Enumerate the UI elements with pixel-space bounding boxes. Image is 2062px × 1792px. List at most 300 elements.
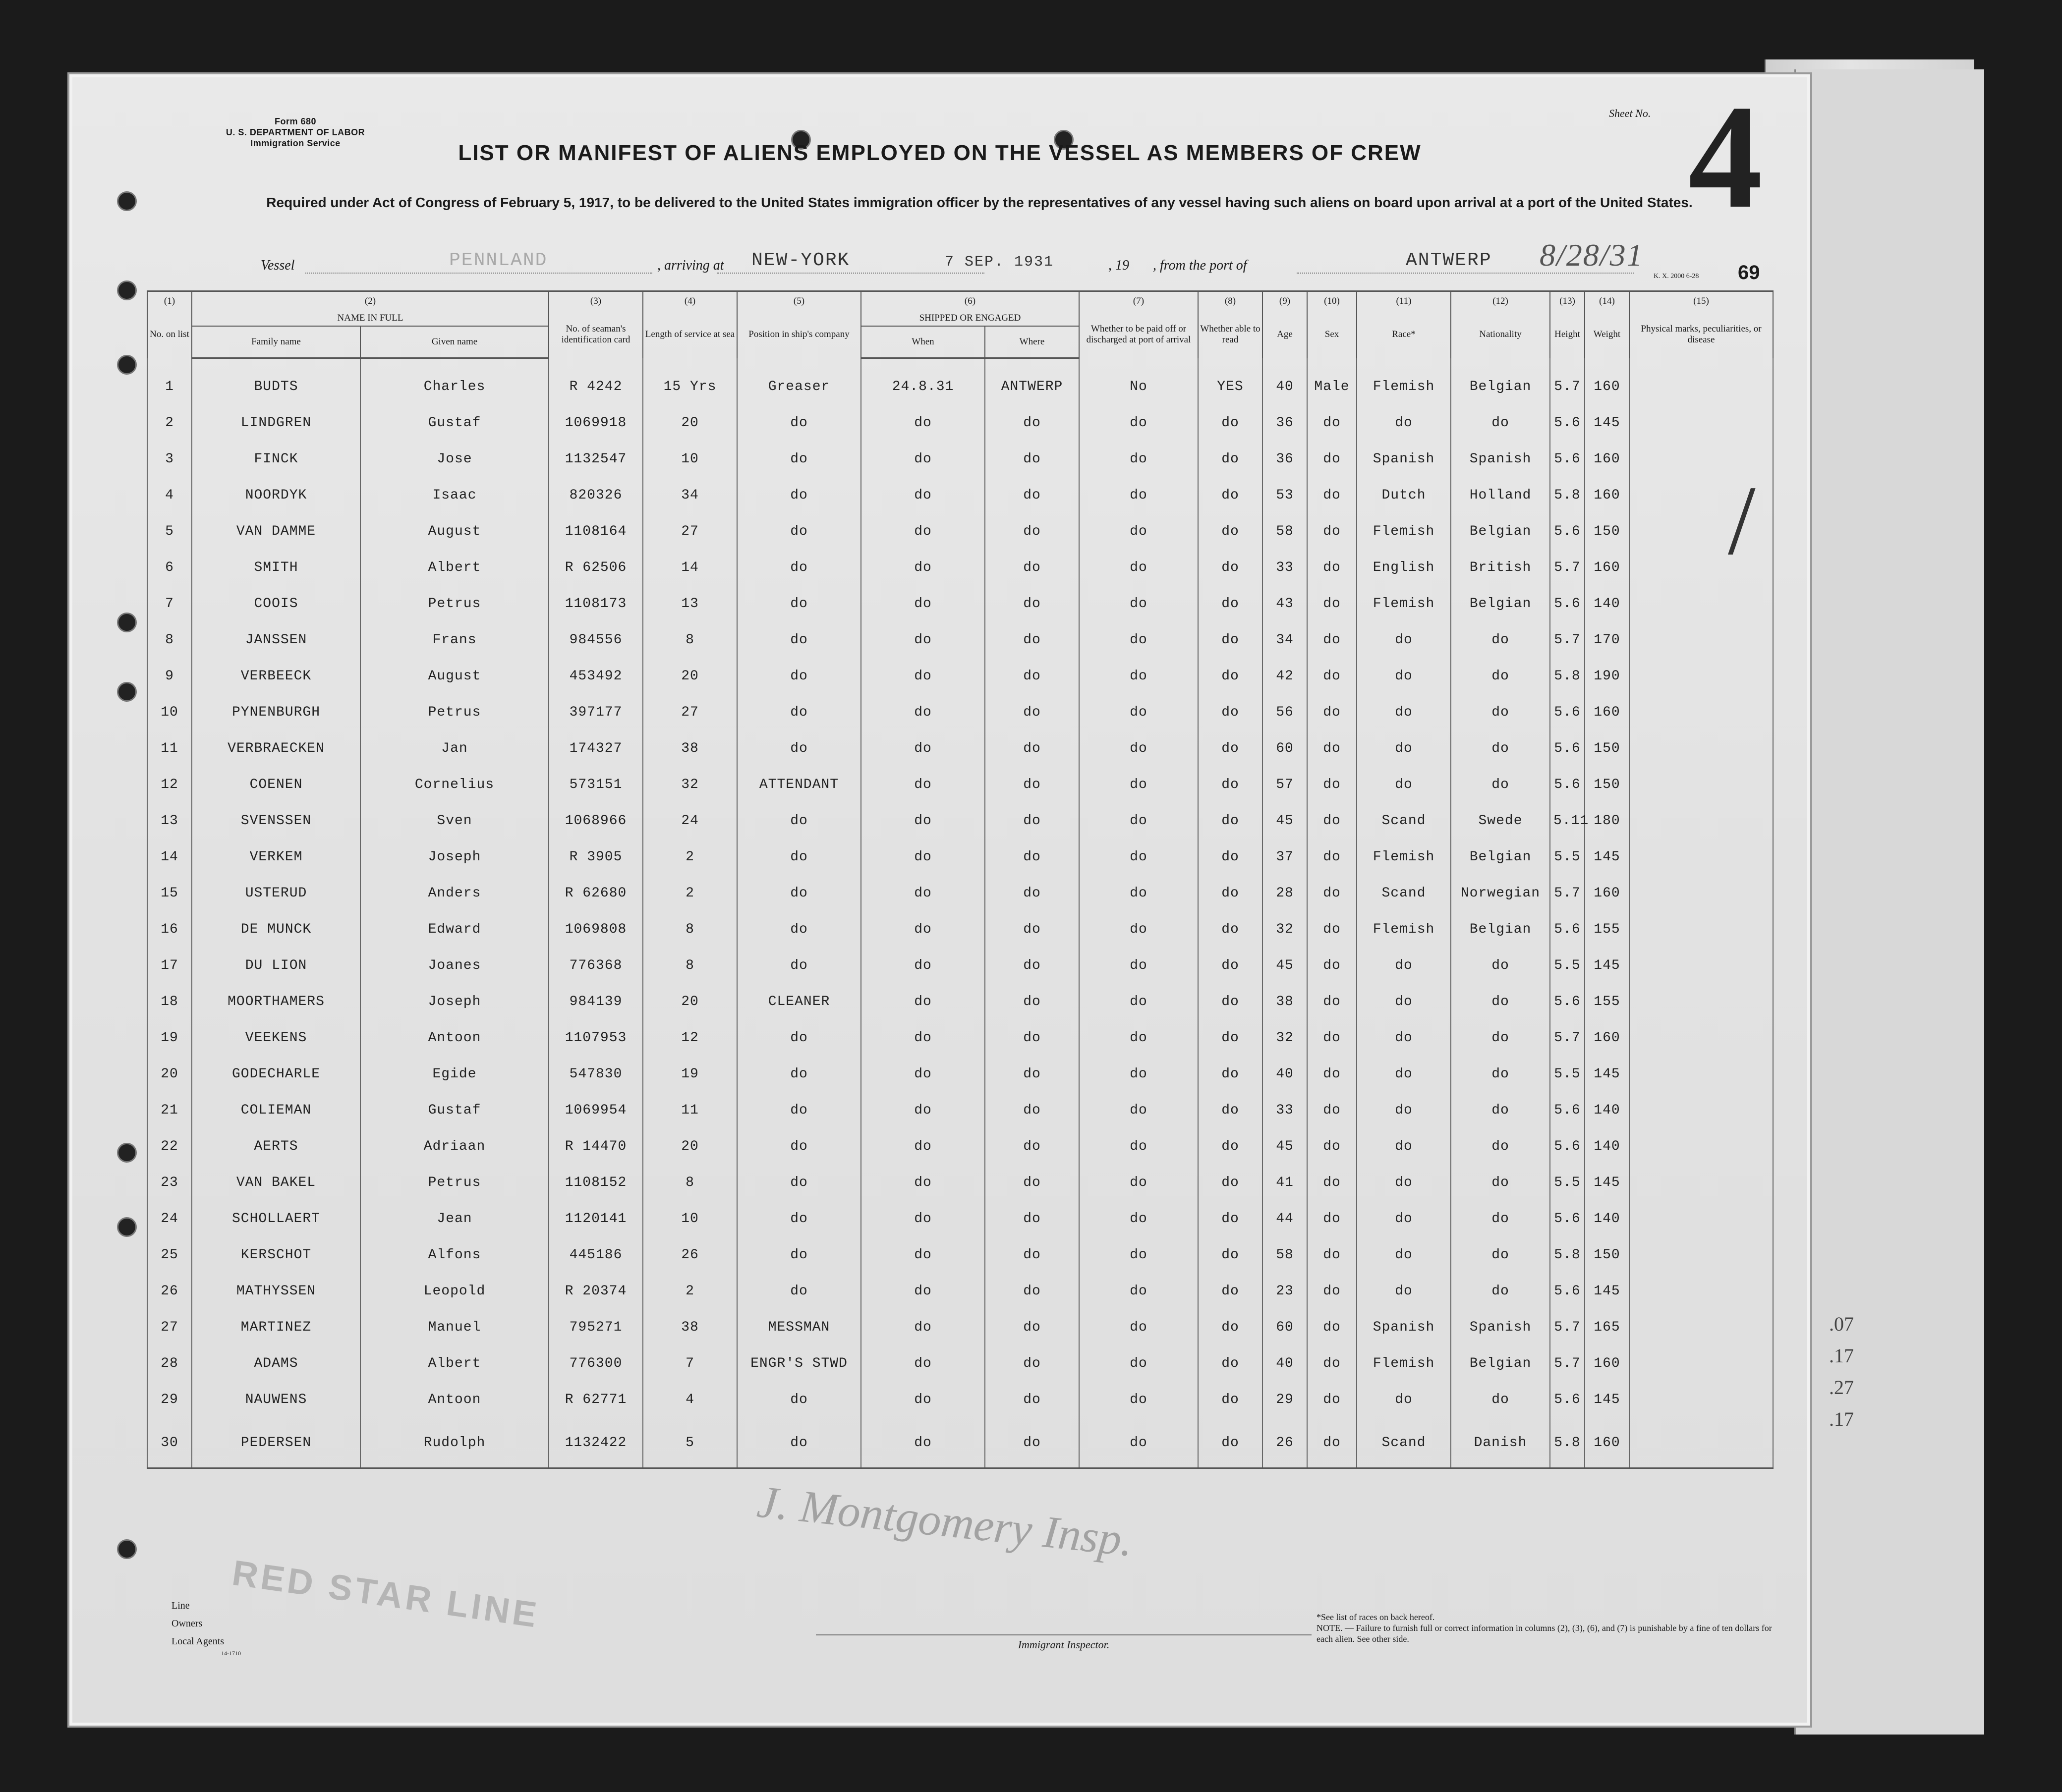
length-of-service-cell: 20 (643, 984, 737, 1020)
page-title: LIST OR MANIFEST OF ALIENS EMPLOYED ON THE VESSEL AS MEMBERS OF CREW (458, 141, 1422, 165)
table-row (147, 875, 1773, 911)
able-to-read-cell: do (1198, 803, 1262, 839)
ship-position-cell: ENGR'S STWD (737, 1345, 861, 1382)
arriving-label: , arriving at (657, 258, 724, 273)
able-to-read-cell: do (1198, 586, 1262, 622)
height-cell: 5.6 (1550, 767, 1585, 803)
row-number-cell: 25 (147, 1237, 192, 1273)
height-cell: 5.7 (1550, 369, 1585, 405)
given-name-cell: Manuel (360, 1309, 549, 1345)
manifest-sheet (69, 74, 1810, 1726)
table-row (147, 1128, 1773, 1165)
weight-cell: 140 (1585, 1092, 1629, 1128)
able-to-read-cell: do (1198, 1056, 1262, 1092)
shipped-when-cell: do (861, 730, 985, 767)
able-to-read-cell: do (1198, 1418, 1262, 1468)
punch-hole (117, 191, 137, 211)
shipped-where-cell: do (985, 1165, 1079, 1201)
given-name-cell: Edward (360, 911, 549, 948)
shipped-when-cell: do (861, 550, 985, 586)
row-number-cell: 10 (147, 694, 192, 730)
family-name-cell: SMITH (192, 550, 360, 586)
physical-marks-cell (1629, 1382, 1773, 1418)
shipped-when-cell: do (861, 1020, 985, 1056)
ship-position-cell: do (737, 1273, 861, 1309)
row-number-cell: 6 (147, 550, 192, 586)
nationality-cell: Belgian (1451, 839, 1550, 875)
paid-off-cell: do (1079, 875, 1198, 911)
length-of-service-cell: 10 (643, 1201, 737, 1237)
sex-cell: do (1307, 622, 1357, 658)
table-row (147, 1201, 1773, 1237)
inspector-signature: J. Montgomery Insp. (754, 1476, 1136, 1566)
nationality-cell: do (1451, 1382, 1550, 1418)
able-to-read-cell: do (1198, 767, 1262, 803)
punch-hole (117, 280, 137, 300)
ship-position-cell: do (737, 1418, 861, 1468)
paid-off-cell: do (1079, 1201, 1198, 1237)
physical-marks-cell (1629, 911, 1773, 948)
paid-off-cell: do (1079, 984, 1198, 1020)
shipped-when-cell: do (861, 984, 985, 1020)
shipped-when-cell: do (861, 441, 985, 477)
shipped-where-cell: do (985, 550, 1079, 586)
age-cell: 58 (1262, 1237, 1307, 1273)
height-cell: 5.6 (1550, 405, 1585, 441)
age-cell: 53 (1262, 477, 1307, 513)
able-to-read-cell: do (1198, 1345, 1262, 1382)
table-row (147, 839, 1773, 875)
age-cell: 42 (1262, 658, 1307, 694)
able-to-read-cell: do (1198, 1273, 1262, 1309)
paid-off-cell: do (1079, 441, 1198, 477)
paid-off-cell: do (1079, 1309, 1198, 1345)
nationality-cell: do (1451, 622, 1550, 658)
family-name-cell: PYNENBURGH (192, 694, 360, 730)
physical-marks-cell (1629, 984, 1773, 1020)
length-of-service-cell: 14 (643, 550, 737, 586)
weight-cell: 160 (1585, 441, 1629, 477)
able-to-read-cell: do (1198, 1165, 1262, 1201)
sex-cell: Male (1307, 369, 1357, 405)
length-of-service-cell: 13 (643, 586, 737, 622)
able-to-read-cell: do (1198, 984, 1262, 1020)
punch-hole (117, 1539, 137, 1559)
height-cell: 5.8 (1550, 1418, 1585, 1468)
table-row (147, 911, 1773, 948)
age-cell: 40 (1262, 369, 1307, 405)
height-cell: 5.11 (1550, 803, 1585, 839)
nationality-cell: do (1451, 1020, 1550, 1056)
line-label: Line (172, 1600, 190, 1611)
family-name-cell: JANSSEN (192, 622, 360, 658)
shipped-when-cell: do (861, 1382, 985, 1418)
given-name-cell: Jose (360, 441, 549, 477)
agents-code: 14-1710 (221, 1650, 241, 1657)
physical-marks-cell (1629, 369, 1773, 405)
shipped-where-cell: do (985, 477, 1079, 513)
shipped-when-cell: 24.8.31 (861, 369, 985, 405)
vessel-line (72, 237, 1807, 281)
spacer-cell (1550, 358, 1585, 369)
paid-off-cell: do (1079, 405, 1198, 441)
age-cell: 41 (1262, 1165, 1307, 1201)
header-no-on-list: No. on list (147, 311, 192, 358)
race-cell: do (1357, 1165, 1451, 1201)
ship-position-cell: do (737, 948, 861, 984)
able-to-read-cell: do (1198, 839, 1262, 875)
length-of-service-cell: 12 (643, 1020, 737, 1056)
nationality-cell: do (1451, 1201, 1550, 1237)
paid-off-cell: do (1079, 1273, 1198, 1309)
paid-off-cell: do (1079, 1165, 1198, 1201)
id-card-number-cell: 1068966 (549, 803, 643, 839)
paid-off-cell: do (1079, 839, 1198, 875)
footnote-note: NOTE. — Failure to furnish full or correct information in columns (2), (3), (6), and (7) is punishable by a fine of ten dollars for each alien. See other side. (1317, 1623, 1772, 1644)
given-name-cell: Joanes (360, 948, 549, 984)
height-cell: 5.7 (1550, 1309, 1585, 1345)
id-card-number-cell: 1069918 (549, 405, 643, 441)
given-name-cell: Gustaf (360, 405, 549, 441)
id-card-number-cell: 776300 (549, 1345, 643, 1382)
table-row (147, 441, 1773, 477)
physical-marks-cell (1629, 1345, 1773, 1382)
col-num: (8) (1198, 291, 1262, 311)
spacer-cell (1629, 358, 1773, 369)
shipped-when-cell: do (861, 1092, 985, 1128)
length-of-service-cell: 20 (643, 1128, 737, 1165)
header-age: Age (1262, 311, 1307, 358)
race-cell: do (1357, 1201, 1451, 1237)
weight-cell: 155 (1585, 911, 1629, 948)
id-card-number-cell: 445186 (549, 1237, 643, 1273)
table-row (147, 658, 1773, 694)
agents-label: Local Agents (172, 1636, 225, 1647)
race-cell: do (1357, 405, 1451, 441)
given-name-cell: Albert (360, 1345, 549, 1382)
length-of-service-cell: 4 (643, 1382, 737, 1418)
given-name-cell: Anders (360, 875, 549, 911)
race-cell: Scand (1357, 803, 1451, 839)
shipped-when-cell: do (861, 1418, 985, 1468)
sex-cell: do (1307, 658, 1357, 694)
header-nationality: Nationality (1451, 311, 1550, 358)
spacer-cell (1198, 358, 1262, 369)
col-num: (11) (1357, 291, 1451, 311)
table-row (147, 767, 1773, 803)
spacer-cell (1585, 358, 1629, 369)
shipped-where-cell: do (985, 875, 1079, 911)
length-of-service-cell: 8 (643, 1165, 737, 1201)
physical-marks-cell (1629, 1273, 1773, 1309)
id-card-number-cell: R 62506 (549, 550, 643, 586)
physical-marks-cell (1629, 622, 1773, 658)
height-cell: 5.5 (1550, 948, 1585, 984)
shipped-when-cell: do (861, 513, 985, 550)
margin-pencil-mark: / (1728, 466, 1756, 575)
sex-cell: do (1307, 875, 1357, 911)
race-cell: do (1357, 1382, 1451, 1418)
race-cell: do (1357, 730, 1451, 767)
paid-off-cell: do (1079, 948, 1198, 984)
paid-off-cell: do (1079, 1382, 1198, 1418)
race-cell: English (1357, 550, 1451, 586)
able-to-read-cell: do (1198, 694, 1262, 730)
family-name-cell: FINCK (192, 441, 360, 477)
nationality-cell: do (1451, 658, 1550, 694)
id-card-number-cell: 1120141 (549, 1201, 643, 1237)
table-row (147, 1273, 1773, 1309)
nationality-cell: Belgian (1451, 911, 1550, 948)
height-cell: 5.6 (1550, 441, 1585, 477)
punch-hole (117, 1143, 137, 1163)
id-card-number-cell: R 4242 (549, 369, 643, 405)
shipped-where-cell: do (985, 1092, 1079, 1128)
nationality-cell: Norwegian (1451, 875, 1550, 911)
physical-marks-cell (1629, 658, 1773, 694)
race-cell: Flemish (1357, 839, 1451, 875)
ship-position-cell: do (737, 875, 861, 911)
given-name-cell: Petrus (360, 586, 549, 622)
weight-cell: 150 (1585, 730, 1629, 767)
length-of-service-cell: 2 (643, 1273, 737, 1309)
family-name-cell: MATHYSSEN (192, 1273, 360, 1309)
ship-position-cell: do (737, 658, 861, 694)
weight-cell: 160 (1585, 694, 1629, 730)
nationality-cell: do (1451, 984, 1550, 1020)
height-cell: 5.7 (1550, 622, 1585, 658)
col-num: (4) (643, 291, 737, 311)
row-number-cell: 13 (147, 803, 192, 839)
height-cell: 5.8 (1550, 477, 1585, 513)
back-sheet-edge (1794, 69, 1984, 1735)
nationality-cell: Belgian (1451, 1345, 1550, 1382)
length-of-service-cell: 8 (643, 622, 737, 658)
id-card-number-cell: 1132547 (549, 441, 643, 477)
sex-cell: do (1307, 1418, 1357, 1468)
row-number-cell: 17 (147, 948, 192, 984)
ship-position-cell: do (737, 477, 861, 513)
sex-cell: do (1307, 1382, 1357, 1418)
family-name-cell: NOORDYK (192, 477, 360, 513)
nationality-cell: Holland (1451, 477, 1550, 513)
able-to-read-cell: do (1198, 911, 1262, 948)
physical-marks-cell (1629, 1056, 1773, 1092)
given-name-cell: Gustaf (360, 1092, 549, 1128)
spacer-cell (147, 358, 192, 369)
shipped-when-cell: do (861, 1128, 985, 1165)
spacer-cell (1451, 358, 1550, 369)
sex-cell: do (1307, 550, 1357, 586)
shipped-where-cell: do (985, 803, 1079, 839)
id-card-number-cell: 1108173 (549, 586, 643, 622)
age-cell: 33 (1262, 550, 1307, 586)
shipped-when-cell: do (861, 1309, 985, 1345)
height-cell: 5.6 (1550, 911, 1585, 948)
spacer-cell (1357, 358, 1451, 369)
arrival-date: 7 SEP. 1931 (945, 254, 1054, 271)
row-number-cell: 21 (147, 1092, 192, 1128)
physical-marks-cell (1629, 730, 1773, 767)
ship-position-cell: do (737, 513, 861, 550)
row-number-cell: 27 (147, 1309, 192, 1345)
row-number-cell: 14 (147, 839, 192, 875)
col-num: (5) (737, 291, 861, 311)
family-name-cell: AERTS (192, 1128, 360, 1165)
shipped-where-cell: do (985, 730, 1079, 767)
id-card-number-cell: R 14470 (549, 1128, 643, 1165)
given-name-cell: Rudolph (360, 1418, 549, 1468)
able-to-read-cell: do (1198, 477, 1262, 513)
table-row (147, 586, 1773, 622)
family-name-cell: MOORTHAMERS (192, 984, 360, 1020)
race-cell: do (1357, 658, 1451, 694)
col-num: (14) (1585, 291, 1629, 311)
spacer-cell (861, 358, 985, 369)
able-to-read-cell: do (1198, 875, 1262, 911)
weight-cell: 180 (1585, 803, 1629, 839)
able-to-read-cell: do (1198, 1092, 1262, 1128)
able-to-read-cell: do (1198, 948, 1262, 984)
shipped-when-cell: do (861, 622, 985, 658)
shipped-where-cell: do (985, 767, 1079, 803)
race-cell: Flemish (1357, 586, 1451, 622)
shipped-where-cell: do (985, 984, 1079, 1020)
sex-cell: do (1307, 839, 1357, 875)
race-cell: Flemish (1357, 369, 1451, 405)
length-of-service-cell: 7 (643, 1345, 737, 1382)
header-height: Height (1550, 311, 1585, 358)
row-number-cell: 16 (147, 911, 192, 948)
ship-position-cell: CLEANER (737, 984, 861, 1020)
form-number: Form 680 (274, 116, 317, 126)
length-of-service-cell: 2 (643, 839, 737, 875)
ship-position-cell: do (737, 1201, 861, 1237)
length-of-service-cell: 5 (643, 1418, 737, 1468)
shipped-where-cell: do (985, 1128, 1079, 1165)
race-cell: do (1357, 1237, 1451, 1273)
col-num: (1) (147, 291, 192, 311)
id-card-number-cell: 776368 (549, 948, 643, 984)
column-number-row (147, 291, 1773, 311)
shipped-when-cell: do (861, 875, 985, 911)
shipped-when-cell: do (861, 658, 985, 694)
shipped-where-cell: do (985, 1273, 1079, 1309)
ship-position-cell: do (737, 1237, 861, 1273)
id-card-number-cell: 1069808 (549, 911, 643, 948)
height-cell: 5.6 (1550, 1128, 1585, 1165)
spacer-cell (737, 358, 861, 369)
height-cell: 5.5 (1550, 1165, 1585, 1201)
given-name-cell: Egide (360, 1056, 549, 1092)
spacer-cell (1262, 358, 1307, 369)
row-number-cell: 23 (147, 1165, 192, 1201)
id-card-number-cell: 174327 (549, 730, 643, 767)
able-to-read-cell: do (1198, 1382, 1262, 1418)
shipped-when-cell: do (861, 694, 985, 730)
spacer-row (147, 358, 1773, 369)
row-number-cell: 4 (147, 477, 192, 513)
id-card-number-cell: 1107953 (549, 1020, 643, 1056)
physical-marks-cell (1629, 803, 1773, 839)
weight-cell: 140 (1585, 586, 1629, 622)
shipped-where-cell: do (985, 1309, 1079, 1345)
given-name-cell: Frans (360, 622, 549, 658)
height-cell: 5.7 (1550, 550, 1585, 586)
age-cell: 43 (1262, 586, 1307, 622)
family-name-cell: VEEKENS (192, 1020, 360, 1056)
col-num: (13) (1550, 291, 1585, 311)
given-name-cell: Sven (360, 803, 549, 839)
table-row (147, 1418, 1773, 1468)
shipped-when-cell: do (861, 839, 985, 875)
family-name-cell: MARTINEZ (192, 1309, 360, 1345)
page-number: 69 (1738, 262, 1760, 283)
length-of-service-cell: 38 (643, 730, 737, 767)
table-row (147, 550, 1773, 586)
inspector-label: Immigrant Inspector. (816, 1634, 1312, 1651)
header-position: Position in ship's company (737, 311, 861, 358)
age-cell: 38 (1262, 984, 1307, 1020)
sex-cell: do (1307, 730, 1357, 767)
age-cell: 36 (1262, 441, 1307, 477)
weight-cell: 140 (1585, 1201, 1629, 1237)
given-name-cell: August (360, 513, 549, 550)
ship-position-cell: do (737, 1128, 861, 1165)
shipped-where-cell: do (985, 1056, 1079, 1092)
row-number-cell: 30 (147, 1418, 192, 1468)
shipped-where-cell: do (985, 1382, 1079, 1418)
punch-hole (117, 355, 137, 375)
header-where: Where (985, 326, 1079, 358)
row-number-cell: 3 (147, 441, 192, 477)
age-cell: 28 (1262, 875, 1307, 911)
family-name-cell: COOIS (192, 586, 360, 622)
header-given-name: Given name (360, 326, 549, 358)
race-cell: do (1357, 1092, 1451, 1128)
given-name-cell: Joseph (360, 984, 549, 1020)
shipped-where-cell: do (985, 1020, 1079, 1056)
departure-port: ANTWERP (1406, 250, 1492, 271)
paid-off-cell: do (1079, 1345, 1198, 1382)
paid-off-cell: do (1079, 803, 1198, 839)
paid-off-cell: do (1079, 1418, 1198, 1468)
weight-cell: 165 (1585, 1309, 1629, 1345)
shipped-when-cell: do (861, 405, 985, 441)
weight-cell: 160 (1585, 369, 1629, 405)
spacer-cell (1079, 358, 1198, 369)
weight-cell: 150 (1585, 513, 1629, 550)
paid-off-cell: do (1079, 1092, 1198, 1128)
id-card-number-cell: R 20374 (549, 1273, 643, 1309)
id-card-number-cell: 547830 (549, 1056, 643, 1092)
age-cell: 32 (1262, 1020, 1307, 1056)
row-number-cell: 7 (147, 586, 192, 622)
length-of-service-cell: 19 (643, 1056, 737, 1092)
length-of-service-cell: 34 (643, 477, 737, 513)
nationality-cell: do (1451, 1128, 1550, 1165)
dotted-line (717, 273, 984, 274)
id-card-number-cell: R 62680 (549, 875, 643, 911)
weight-cell: 145 (1585, 1165, 1629, 1201)
given-name-cell: Jean (360, 1201, 549, 1237)
id-card-number-cell: 1108164 (549, 513, 643, 550)
table-row (147, 1345, 1773, 1382)
given-name-cell: Joseph (360, 839, 549, 875)
row-number-cell: 2 (147, 405, 192, 441)
paid-off-cell: do (1079, 477, 1198, 513)
height-cell: 5.6 (1550, 586, 1585, 622)
